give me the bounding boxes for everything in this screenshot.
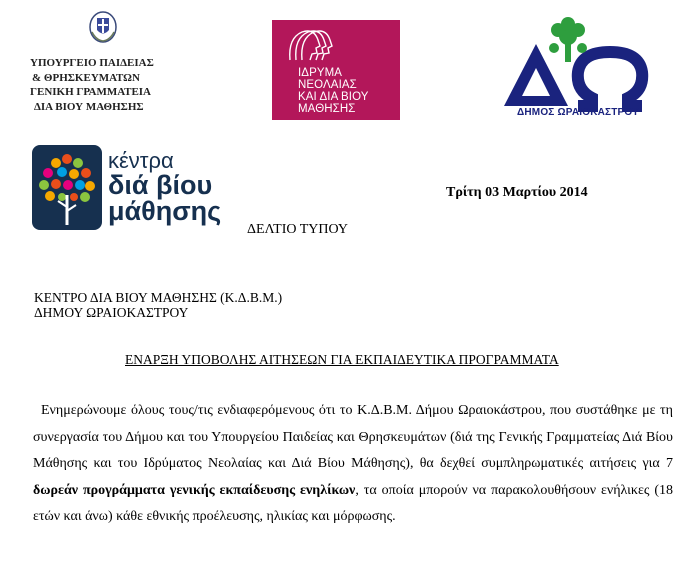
body-text-continuation: , τα οποία μπορούν να παρακολουθήσουν ενήλικες (18 ετών και άνω) κάθε εθνικής προέλευσης, ηλικίας και μόρφωσης. [33, 482, 674, 524]
municipality-logo [498, 14, 658, 120]
ministry-line: ΓΕΝΙΚΗ ΓΡΑΜΜΑΤΕΙΑ [30, 86, 152, 98]
youth-logo-line: ΙΔΡΥΜΑ [298, 67, 343, 79]
youth-logo-line: ΚΑΙ ΔΙΑ ΒΙΟΥ [298, 91, 369, 103]
announcement-body [33, 398, 673, 531]
centre-name-line: ΚΕΝΤΡΟ ΔΙΑ ΒΙΟΥ ΜΑΘΗΣΗΣ (Κ.Δ.Β.Μ.) [34, 290, 283, 305]
youth-foundation-logo [272, 20, 400, 120]
kentra-logo-line: διά βίου [108, 170, 213, 200]
municipality-logo-label: ΔΗΜΟΣ ΩΡΑΙΟΚΑΣΤΡΟΥ [516, 107, 639, 118]
issuing-centre-name [34, 290, 282, 320]
youth-logo-line: ΝΕΟΛΑΙΑΣ [298, 79, 357, 91]
youth-logo-line: ΜΑΘΗΣΗΣ [298, 103, 356, 115]
kentra-logo-line: μάθησης [108, 196, 222, 226]
ministry-name [30, 56, 190, 114]
ministry-line: ΥΠΟΥΡΓΕΙΟ ΠΑΙΔΕΙΑΣ [30, 57, 154, 69]
ministry-line: & ΘΡΗΣΚΕΥΜΑΤΩΝ [32, 71, 140, 84]
ministry-line: ΔΙΑ ΒΙΟΥ ΜΑΘΗΣΗΣ [34, 100, 144, 113]
heads-silhouette-icon [272, 20, 400, 68]
lifelong-learning-centres-logo-text [108, 150, 221, 224]
kentra-logo-line: κέντρα [108, 148, 174, 173]
centre-name-line: ΔΗΜΟΥ ΩΡΑΙΟΚΑΣΤΡΟΥ [34, 305, 189, 320]
youth-foundation-text [298, 67, 369, 115]
announcement-heading: ΕΝΑΡΞΗ ΥΠΟΒΟΛΗΣ ΑΙΤΗΣΕΩΝ ΓΙΑ ΕΚΠΑΙΔΕΥΤΙΚΑ ΠΡΟΓΡΑΜΜΑΤΑ [125, 352, 559, 367]
press-release-title: ΔΕΛΤΙΟ ΤΥΠΟΥ [247, 222, 349, 237]
greek-coat-of-arms-icon [88, 10, 118, 44]
body-text-intro: Ενημερώνουμε όλους τους/τις ενδιαφερόμενους ότι το Κ.Δ.Β.Μ. Δήμου Ωραιοκάστρου, που συστάθηκε με τη συνεργασία του Δήμου και του Υπουργείου Παιδείας και Θρησκευμάτων (διά της Γενικής Γραμματείας Διά Βίου Μάθησης και του Ιδρύματος Νεολαίας και Διά Βίου Μάθησης), θα δεχθεί συμπληρωματικές αιτήσεις για 7 [33, 403, 673, 471]
body-text-emphasis: δωρεάν προγράμματα γενικής εκπαίδευσης ενηλίκων [33, 482, 356, 498]
tree-logo-icon [32, 145, 102, 230]
press-release-date: Τρίτη 03 Μαρτίου 2014 [446, 185, 588, 200]
